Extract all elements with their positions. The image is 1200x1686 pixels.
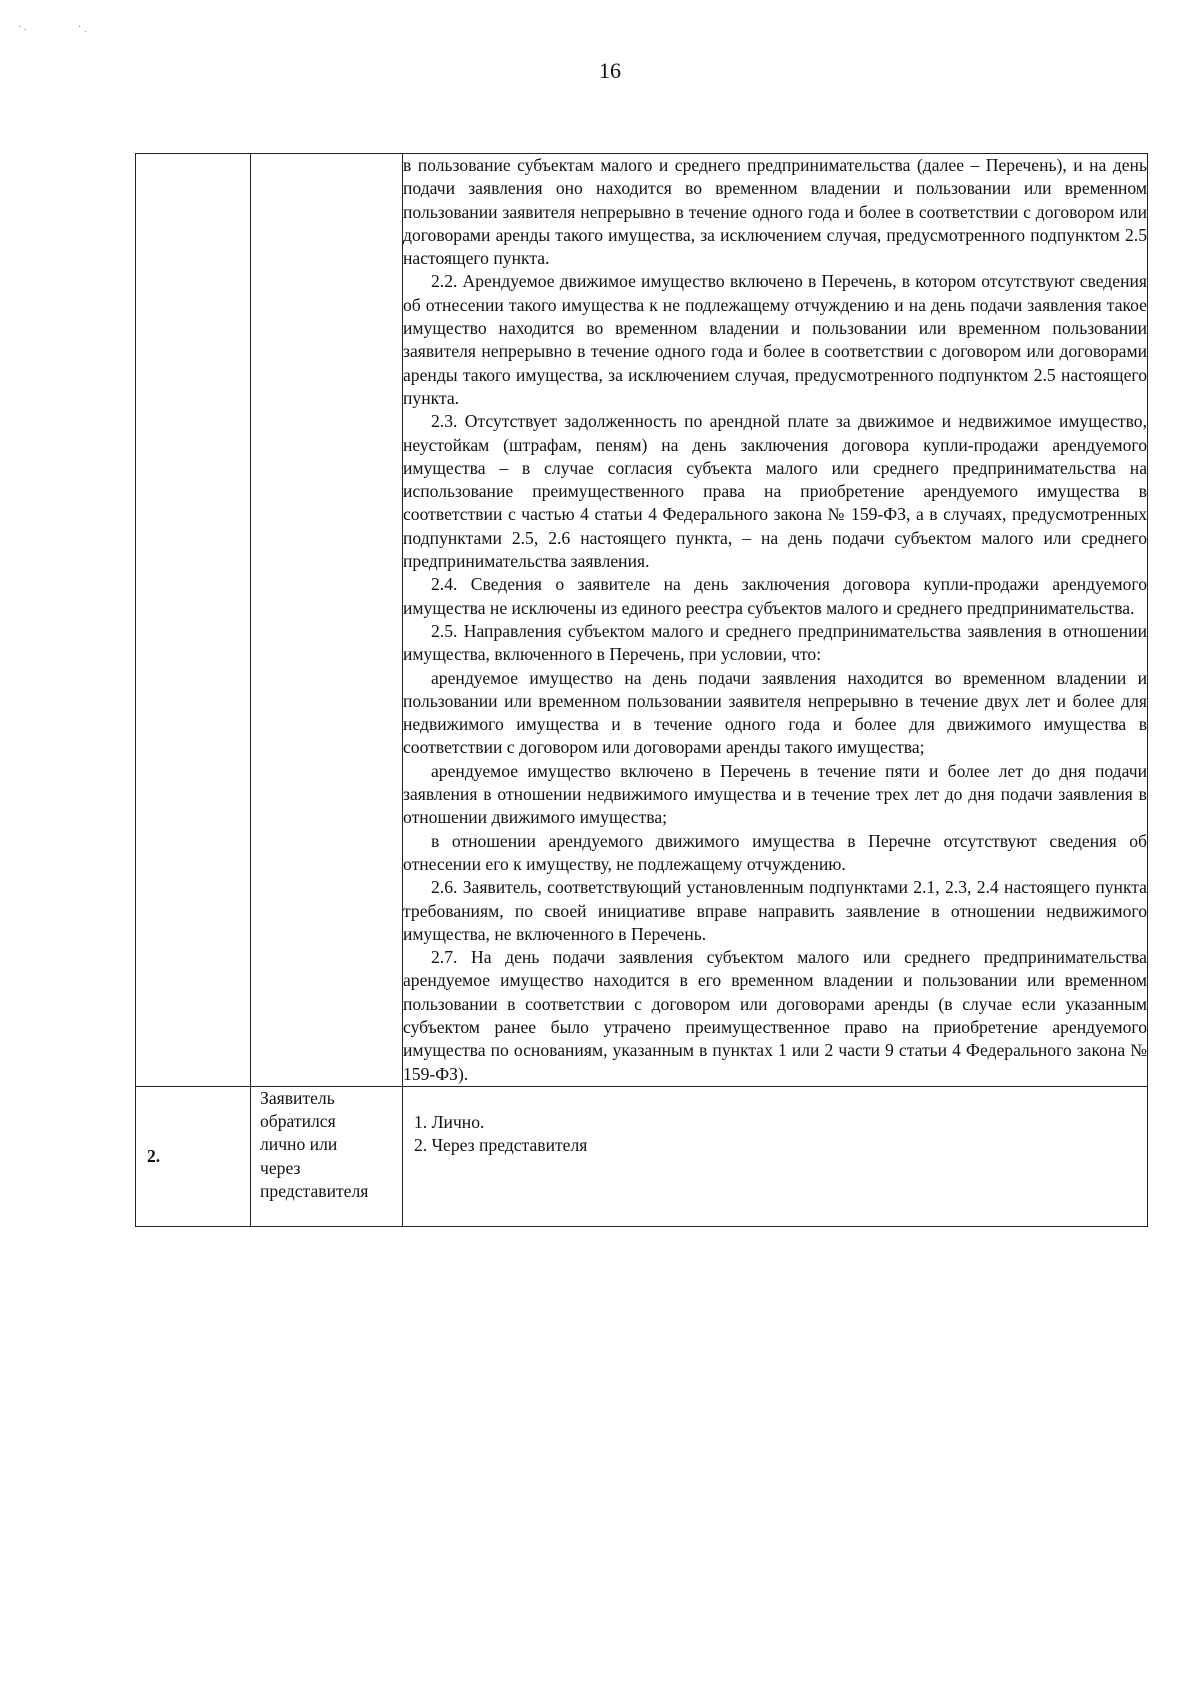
row-number-cell: [136, 154, 251, 1087]
conditions-text-cell: [403, 154, 1148, 1087]
paragraph-2-6: 2.6. Заявитель, соответствующий установленным подпунктами 2.1, 2.3, 2.4 настоящего пункта требованиям, по своей инициативе вправе направить заявление в отношении недвижимого имущества, не включенного в Перечень.: [403, 877, 1147, 944]
paragraph-2-5-condition-2: арендуемое имущество включено в Перечень в течение пяти и более лет до дня подачи заявления в отношении недвижимого имущества и в течение трех лет до дня подачи заявления в отношении движимого имущества;: [403, 760, 1147, 828]
paragraph-2-5-condition-3: в отношении арендуемого движимого имущества в Перечне отсутствуют сведения об отнесении его к имуществу, не подлежащему отчуждению.: [403, 830, 1147, 874]
table-row: [136, 154, 1148, 1087]
table-row: [136, 1086, 1148, 1226]
paragraph-2-3: 2.3. Отсутствует задолженность по арендной плате за движимое и недвижимое имущество, неустойкам (штрафам, пеням) на день заключения договора купли-продажи арендуемого имущества – в случае согласия субъекта малого или среднего предпринимательства на использование преимущественного права на приобретение арендуемого имущества в соответствии с частью 4 статьи 4 Федерального закона № 159-ФЗ, а в случаях, предусмотренных подпунктами 2.5, 2.6 настоящего пункта, – на день подачи субъектом малого или среднего предпринимательства заявления.: [403, 411, 1147, 572]
paragraph-2-5: 2.5. Направления субъектом малого и среднего предпринимательства заявления в отношении имущества, включенного в Перечень, при условии, что:: [403, 620, 1147, 665]
page-number: 16: [599, 58, 621, 83]
row-name-line: представителя: [260, 1181, 369, 1202]
row-name-line: лично или: [260, 1134, 338, 1155]
option-item: 1. Лично.: [414, 1111, 485, 1132]
row-name-line: Заявитель: [260, 1087, 335, 1108]
option-item: 2. Через представителя: [414, 1135, 588, 1156]
row-name-cell: [251, 154, 403, 1087]
scan-speck: · ˎ: [78, 22, 88, 33]
paragraph: в пользование субъектам малого и среднего предпринимательства (далее – Перечень), и на день подачи заявления оно находится во временном владении и пользовании или временном пользовании заявителя непрерывно в течение одного года и более в соответствии с договором или договорами аренды такого имущества, за исключением случая, предусмотренного подпунктом 2.5 настоящего пункта.: [403, 155, 1147, 269]
options-cell: [403, 1086, 1148, 1226]
paragraph-2-7: 2.7. На день подачи заявления субъектом малого или среднего предпринимательства арендуемое имущество находится в его временном владении и пользовании или временном пользовании в соответствии с договором или договорами аренды (в случае если указанным субъектом ранее было утрачено преимущественное право на приобретение арендуемого имущества по основаниям, указанным в пунктах 1 или 2 части 9 статьи 4 Федерального закона № 159-ФЗ).: [403, 947, 1147, 1084]
row-name-cell: [251, 1086, 403, 1226]
document-table: [135, 153, 1148, 1227]
paragraph-2-4: 2.4. Сведения о заявителе на день заключения договора купли-продажи арендуемого имущества не исключены из единого реестра субъектов малого и среднего предпринимательства.: [403, 574, 1147, 618]
row-name-line: обратился: [260, 1111, 336, 1132]
row-number: 2.: [136, 1086, 251, 1226]
paragraph-2-5-condition-1: арендуемое имущество на день подачи заявления находится во временном владении и пользовании или временном пользовании заявителя непрерывно в течение двух лет и более для недвижимого имущества и в течение одного года и более для движимого имущества в соответствии с договором или договорами аренды такого имущества;: [403, 667, 1147, 758]
scan-speck: · .: [18, 22, 27, 33]
row-name-line: через: [260, 1157, 301, 1178]
paragraph-2-2: 2.2. Арендуемое движимое имущество включено в Перечень, в котором отсутствуют сведения об отнесении такого имущества к не подлежащему отчуждению и на день подачи заявления такое имущество находится во временном владении и пользовании или временном пользовании заявителя непрерывно в течение одного года и более в соответствии с договором или договорами аренды такого имущества, за исключением случая, предусмотренного подпунктом 2.5 настоящего пункта.: [403, 271, 1147, 408]
